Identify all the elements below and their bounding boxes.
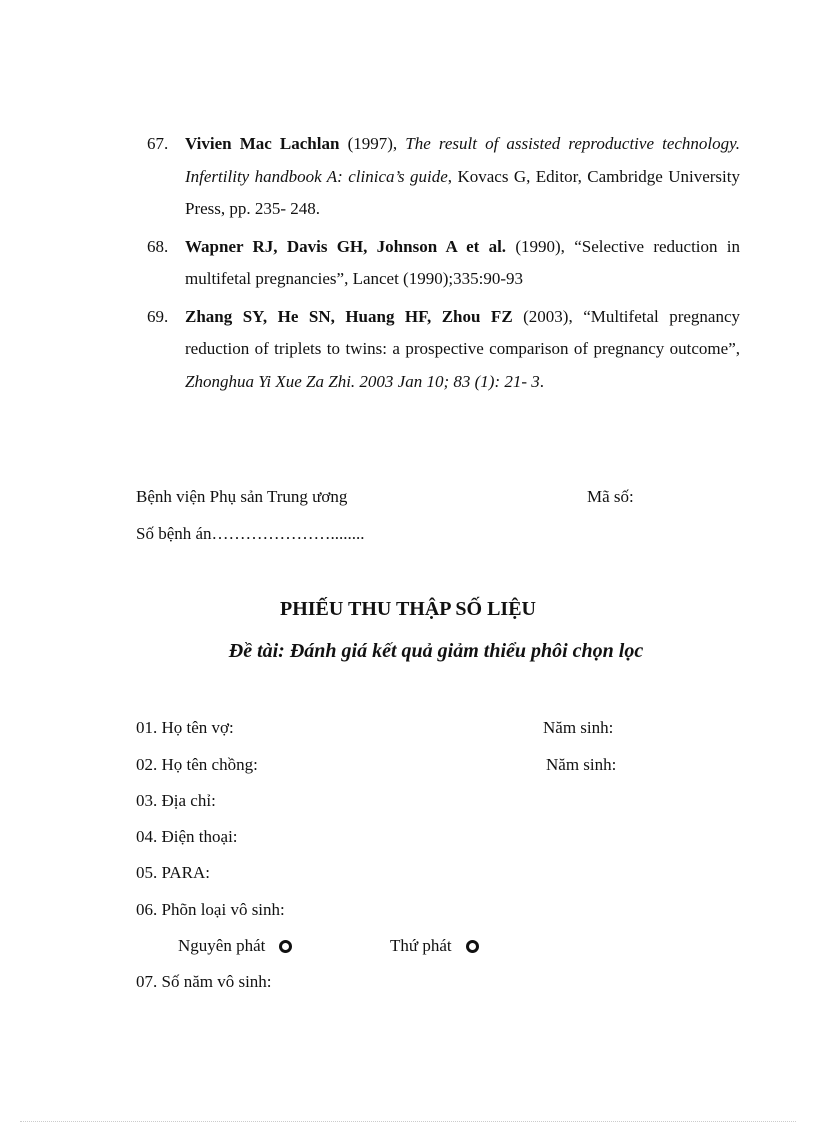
secondary-label: Thứ phát <box>390 936 452 955</box>
reference-end: . <box>539 371 545 391</box>
reference-item <box>140 128 740 226</box>
wife-birth-year-field: Năm sinh: <box>543 718 614 737</box>
reference-authors: Wapner RJ, Davis GH, Johnson A et al. <box>185 236 507 256</box>
reference-year: (1990), <box>515 236 565 256</box>
reference-item <box>140 301 740 399</box>
reference-year: (2003), <box>523 306 573 326</box>
wife-name-field: 01. Họ tên vợ: <box>136 718 234 737</box>
record-number-label: Số bệnh án…………………........ <box>136 524 365 543</box>
code-label: Mã số: <box>587 487 634 506</box>
primary-infertility-option[interactable] <box>178 936 292 956</box>
secondary-infertility-option[interactable] <box>390 936 479 956</box>
husband-birth-year-field: Năm sinh: <box>546 755 617 774</box>
phone-field: 04. Điện thoại: <box>136 827 238 846</box>
reference-number: 69. <box>147 306 169 326</box>
reference-authors: Vivien Mac Lachlan <box>185 134 340 153</box>
page-bottom-divider <box>20 1121 796 1122</box>
reference-year: (1997), <box>347 134 398 153</box>
form-title: PHIẾU THU THẬP SỐ LIỆU <box>280 598 536 620</box>
infertility-type-field: 06. Phõn loại vô sinh: <box>136 900 285 919</box>
reference-number: 67. <box>147 134 169 153</box>
hospital-name: Bệnh viện Phụ sản Trung ương <box>136 487 348 506</box>
radio-icon[interactable] <box>279 940 292 953</box>
reference-item <box>140 231 740 296</box>
reference-authors: Zhang SY, He SN, Huang HF, Zhou FZ <box>185 306 513 326</box>
address-field: 03. Địa chỉ: <box>136 791 216 810</box>
reference-journal: Zhonghua Yi Xue Za Zhi. 2003 Jan 10; 83 (1): 21- 3 <box>185 371 540 391</box>
reference-title: “Multifetal pregnancy reduction of triplets to twins: a prospective comparison of pregnancy outcome”, <box>185 306 741 358</box>
form-subtitle: Đề tài: Đánh giá kết quả giảm thiểu phôi chọn lọc <box>228 640 644 662</box>
reference-number: 68. <box>147 236 169 256</box>
primary-label: Nguyên phát <box>178 936 266 955</box>
reference-list <box>140 128 740 403</box>
radio-icon[interactable] <box>466 940 479 953</box>
reference-details: , Kovacs G, Editor, Cambridge University Press, pp. 235- 248. <box>185 166 740 218</box>
reference-title: “Selective reduction in multifetal pregnancies”, Lancet (1990);335:90-93 <box>185 236 741 288</box>
husband-name-field: 02. Họ tên chồng: <box>136 755 258 774</box>
para-field: 05. PARA: <box>136 863 211 882</box>
infertility-years-field: 07. Số năm vô sinh: <box>136 972 272 991</box>
reference-title: The result of assisted reproductive technology. Infertility handbook A: clinica’s guide <box>185 134 741 186</box>
